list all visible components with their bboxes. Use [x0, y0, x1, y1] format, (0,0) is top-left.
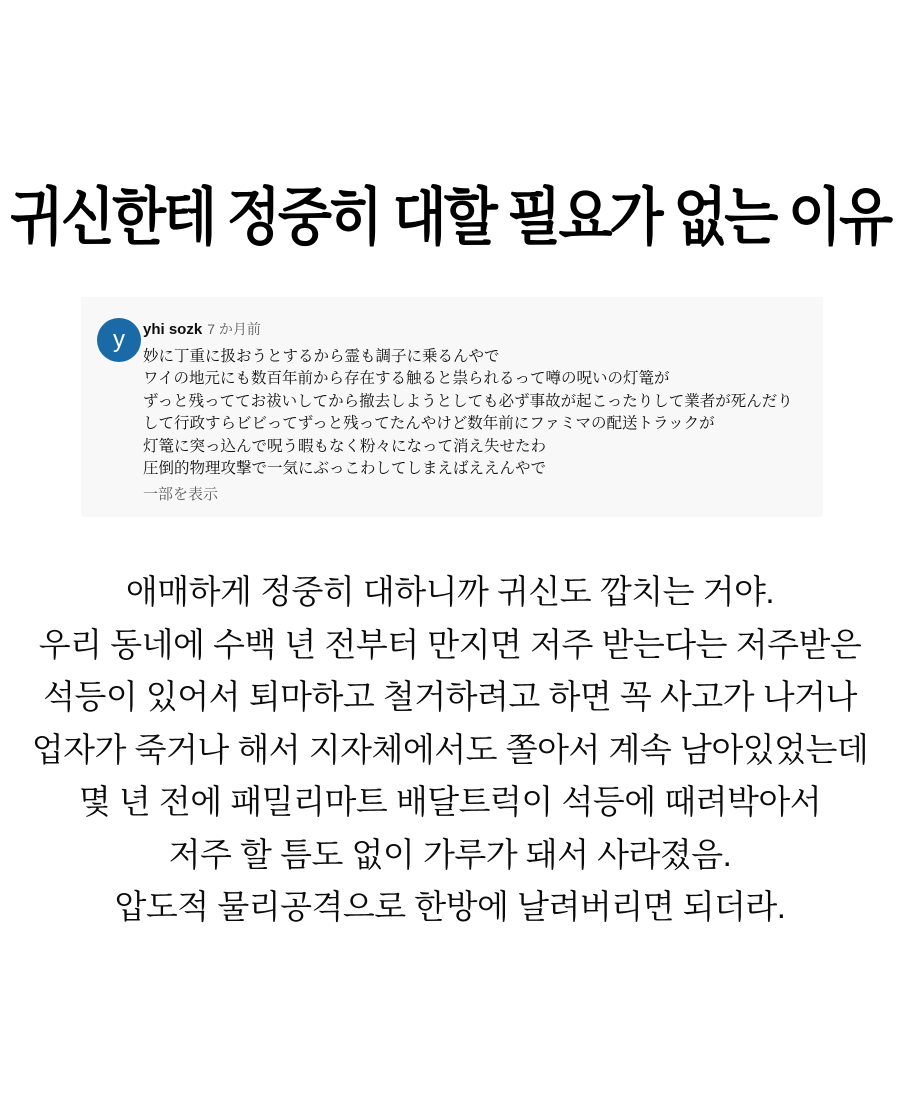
comment-text-line: して行政すらビビってずっと残ってたんやけど数年前にファミマの配送トラックが	[143, 415, 715, 433]
comment-text-line: ワイの地元にも数百年前から存在する触ると祟られるって噂の呪いの灯篭が	[143, 370, 670, 388]
page-title: 귀신한테 정중히 대할 필요가 없는 이유	[9, 181, 891, 252]
translation-line: 저주 할 틈도 없이 가루가 돼서 사라졌음.	[168, 835, 732, 873]
translation-line: 몇 년 전에 패밀리마트 배달트럭이 석등에 때려박아서	[78, 783, 822, 820]
comment-username[interactable]: yhi sozk	[143, 321, 203, 338]
comment-timestamp[interactable]: 7 か月前	[207, 321, 261, 337]
comment-body	[143, 319, 813, 506]
translation-line: 압도적 물리공격으로 한방에 날려버리면 되더라.	[114, 888, 786, 925]
translation-line: 업자가 죽거나 해서 지자체에서도 쫄아서 계속 남아있었는데	[31, 730, 869, 768]
translation-line: 석등이 있어서 퇴마하고 철거하려고 하면 꼭 사고가 나거나	[43, 678, 857, 715]
comment-text-line: ずっと残っててお祓いしてから撤去しようとしても必ず事故が起こったりして業者が死んだり	[143, 392, 793, 410]
avatar-letter: y	[113, 326, 125, 353]
avatar[interactable]	[97, 318, 141, 362]
translation-line: 우리 동네에 수백 년 전부터 만지면 저주 받는다는 저주받은	[38, 625, 862, 663]
comment-text-line: 灯篭に突っ込んで呪う暇もなく粉々になって消え失せたわ	[143, 437, 547, 455]
comment-text-line: 妙に丁重に扱おうとするから霊も調子に乗るんやで	[143, 348, 500, 365]
translation-line: 애매하게 정중히 대하니까 귀신도 깝치는 거야.	[125, 573, 775, 610]
comment-header	[143, 319, 813, 339]
show-less-link[interactable]: 一部を表示	[143, 486, 219, 504]
youtube-comment-card	[81, 297, 823, 517]
comment-text-line: 圧倒的物理攻撃で一気にぶっこわしてしまえばええんやで	[143, 460, 547, 478]
translation-block	[0, 566, 900, 934]
